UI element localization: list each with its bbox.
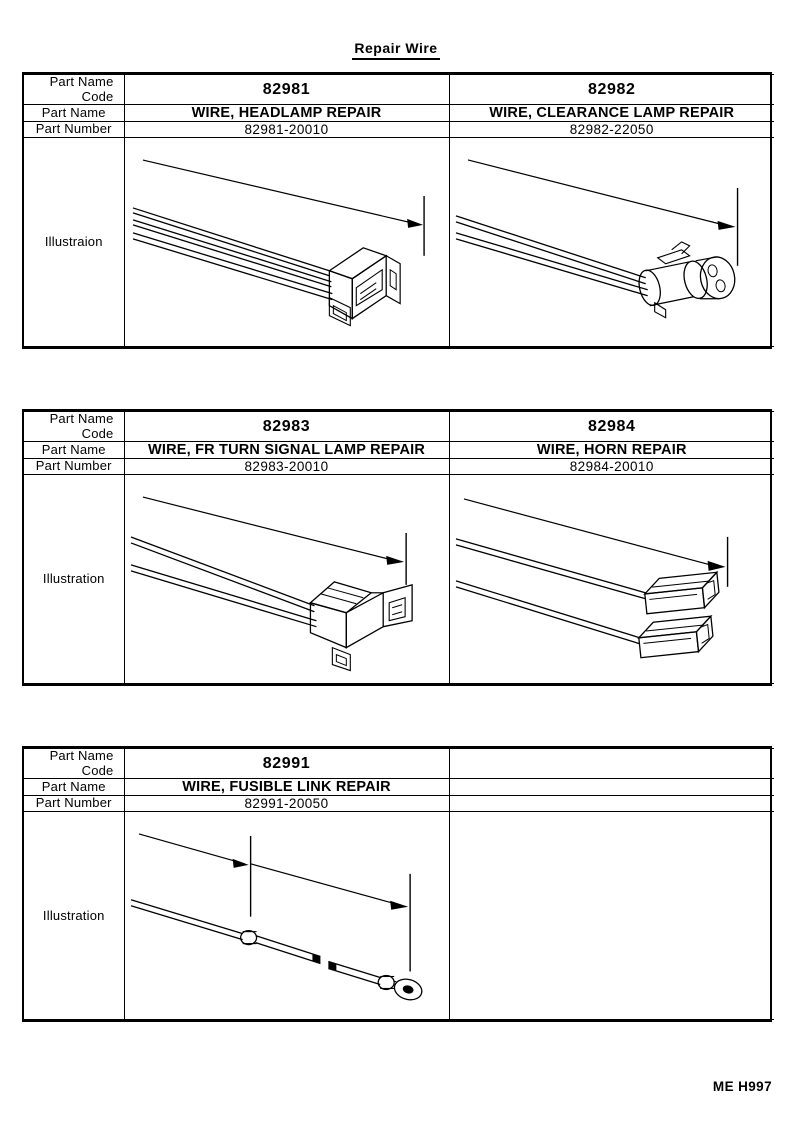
row-label-line1: Part Name bbox=[49, 74, 114, 89]
table-row-part-name bbox=[24, 779, 774, 796]
row-label-part-name-code bbox=[24, 749, 124, 779]
row-label-part-name: Part Name bbox=[24, 779, 124, 796]
row-label-part-number: Part Number bbox=[24, 122, 124, 138]
table-row-illustration bbox=[24, 475, 774, 684]
row-label-line2: Code bbox=[81, 88, 114, 104]
cell-illustration-82984 bbox=[449, 475, 774, 684]
row-label-part-name: Part Name bbox=[24, 442, 124, 459]
table-row-part-number bbox=[24, 122, 774, 138]
table-row-illustration bbox=[24, 138, 774, 347]
table-row-part-name-code bbox=[24, 75, 774, 105]
part-table-3 bbox=[22, 746, 772, 1022]
empty-illustration-placeholder bbox=[450, 812, 775, 1019]
row-label-line1: Part Name bbox=[49, 748, 114, 763]
row-label-part-name-code bbox=[24, 75, 124, 105]
page-title bbox=[0, 40, 792, 56]
illustration-wire-horn bbox=[450, 475, 775, 683]
illustration-wire-headlamp bbox=[125, 138, 449, 346]
cell-illustration-empty bbox=[449, 812, 774, 1020]
cell-part-name-code-82983: 82983 bbox=[124, 412, 449, 442]
row-label-line2: Code bbox=[81, 762, 114, 778]
cell-part-name-code-82981: 82981 bbox=[124, 75, 449, 105]
illustration-wire-clearance-lamp bbox=[450, 138, 775, 346]
cell-part-number-82984: 82984-20010 bbox=[449, 459, 774, 475]
row-label-line2: Code bbox=[81, 425, 114, 441]
table-row-part-name-code bbox=[24, 749, 774, 779]
cell-part-name-82983: WIRE, FR TURN SIGNAL LAMP REPAIR bbox=[124, 442, 449, 459]
cell-illustration-82991 bbox=[124, 812, 449, 1020]
row-label-illustration-1: Illustraion bbox=[24, 138, 124, 347]
cell-part-number-82991: 82991-20050 bbox=[124, 796, 449, 812]
cell-part-name-82991: WIRE, FUSIBLE LINK REPAIR bbox=[124, 779, 449, 796]
cell-part-name-82982: WIRE, CLEARANCE LAMP REPAIR bbox=[449, 105, 774, 122]
cell-illustration-82983 bbox=[124, 475, 449, 684]
row-label-part-number: Part Number bbox=[24, 796, 124, 812]
cell-part-name-82984: WIRE, HORN REPAIR bbox=[449, 442, 774, 459]
cell-part-number-empty bbox=[449, 796, 774, 812]
part-table-2 bbox=[22, 409, 772, 686]
row-label-part-name-code bbox=[24, 412, 124, 442]
cell-illustration-82982 bbox=[449, 138, 774, 347]
row-label-part-name: Part Name bbox=[24, 105, 124, 122]
row-label-line1: Part Name bbox=[49, 411, 114, 426]
cell-illustration-82981 bbox=[124, 138, 449, 347]
table-row-part-name bbox=[24, 105, 774, 122]
row-label-part-number: Part Number bbox=[24, 459, 124, 475]
row-label-illustration-2: Illustration bbox=[24, 475, 124, 684]
cell-part-number-82983: 82983-20010 bbox=[124, 459, 449, 475]
cell-part-name-82981: WIRE, HEADLAMP REPAIR bbox=[124, 105, 449, 122]
cell-part-number-82982: 82982-22050 bbox=[449, 122, 774, 138]
cell-part-name-code-82982: 82982 bbox=[449, 75, 774, 105]
part-table-1 bbox=[22, 72, 772, 349]
footer-document-code: ME H997 bbox=[712, 1079, 772, 1094]
cell-part-name-code-empty bbox=[449, 749, 774, 779]
cell-part-name-empty bbox=[449, 779, 774, 796]
illustration-wire-fusible-link bbox=[125, 812, 449, 1019]
table-row-part-number bbox=[24, 796, 774, 812]
cell-part-name-code-82984: 82984 bbox=[449, 412, 774, 442]
table-row-part-name bbox=[24, 442, 774, 459]
table-row-part-number bbox=[24, 459, 774, 475]
cell-part-name-code-82991: 82991 bbox=[124, 749, 449, 779]
illustration-wire-turn-signal bbox=[125, 475, 449, 683]
cell-part-number-82981: 82981-20010 bbox=[124, 122, 449, 138]
row-label-illustration-3: Illustration bbox=[24, 812, 124, 1020]
page-title-text: Repair Wire bbox=[352, 40, 439, 60]
table-row-part-name-code bbox=[24, 412, 774, 442]
table-row-illustration bbox=[24, 812, 774, 1020]
